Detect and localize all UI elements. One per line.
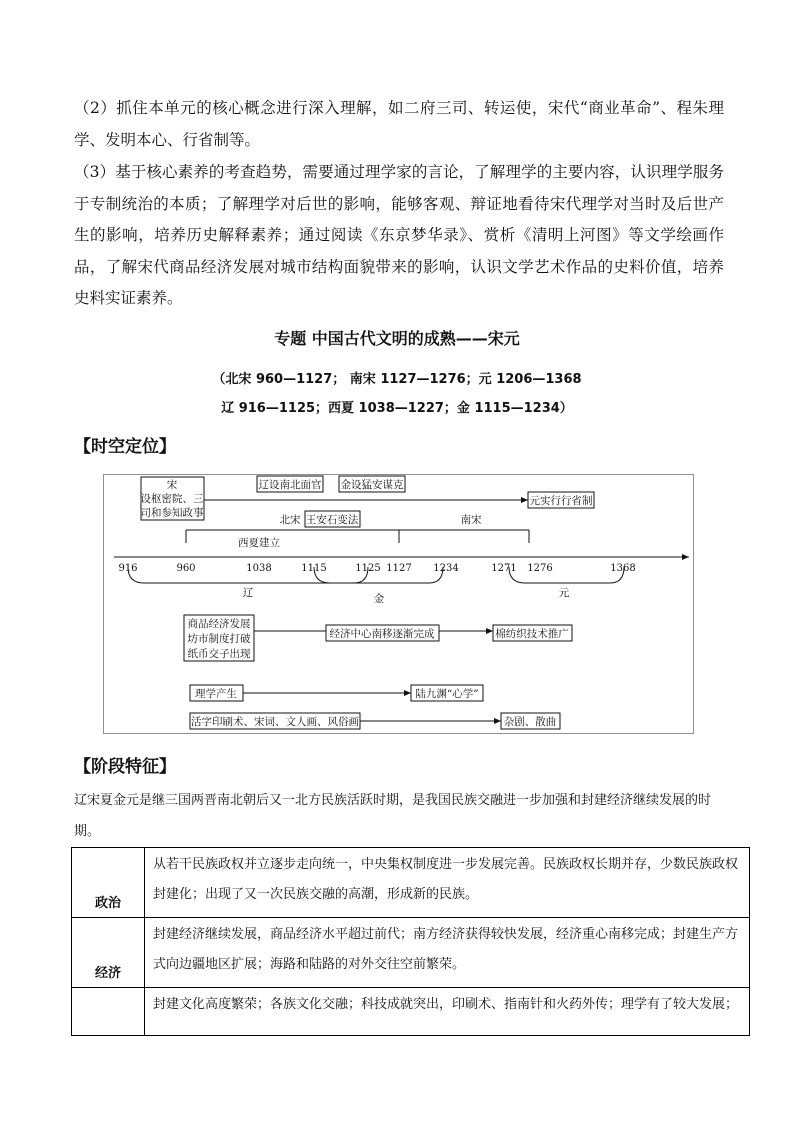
economy-line3: 纸币交子出现: [187, 648, 251, 660]
stage-intro: 辽宋夏金元是继三国两晋南北朝后又一北方民族活跃时期，是我国民族交融进一步加强和封建经济继续发展的时期。: [74, 793, 712, 839]
paragraph-core-literacy: （3）基于核心素养的考查趋势，需要通过理学家的言论，了解理学的主要内容，认识理学服务于专制统治的本质；了解理学对后世的影响，能够客观、辩证地看待宋代理学对当时及后世产生的影响，培养历史解释素养；通过阅读《东京梦华录》、赏析《清明上河图》等文学绘画作品，了解宋代商品经济发展对城市结构面貌带来的影响，认识文学艺术作品的史料价值，培养史料实证素养。: [74, 163, 724, 307]
zaju-label: 杂剧、散曲: [503, 716, 557, 728]
jin-period-label: 金: [373, 593, 385, 605]
wanganshi-label: 王安石变法: [305, 514, 359, 526]
table-row: [72, 918, 750, 988]
jin-box-label: 金设猛安谋克: [340, 479, 404, 491]
year-1276: 1276: [527, 563, 553, 574]
category-cell: [72, 988, 145, 1036]
section-heading-timeline: 【时空定位】: [74, 437, 176, 457]
category-cell: 经济: [72, 918, 145, 988]
year-1115: 1115: [301, 563, 327, 574]
song-box-line3: 司和参知政事: [140, 507, 204, 519]
liao-box-label: 辽设南北面官: [258, 479, 322, 491]
table-row: [72, 988, 750, 1036]
topic-dates-line1: （北宋 960—1127； 南宋 1127—1276；元 1206—1368: [212, 372, 582, 387]
song-box-line2: 设枢密院、三: [140, 493, 204, 505]
timeline-diagram: [103, 474, 694, 734]
topic-dates-line2: 辽 916—1125；西夏 1038—1227；金 1115—1234）: [221, 401, 573, 416]
culture-label: 活字印刷术、宋词、文人画、风俗画: [191, 716, 359, 728]
yuan-period-label: 元: [558, 587, 570, 599]
year-960: 960: [176, 563, 196, 574]
description-cell: 封建经济继续发展，商品经济水平超过前代；南方经济获得较快发展，经济重心南移完成；封建生产方式向边疆地区扩展；海路和陆路的对外交往空前繁荣。: [145, 918, 750, 988]
topic-title: 专题 中国古代文明的成熟——宋元: [274, 329, 520, 348]
xixia-label: 西夏建立: [238, 537, 280, 549]
section-heading-stage: 【阶段特征】: [74, 757, 176, 777]
year-1125: 1125: [355, 563, 381, 574]
yuan-box-label: 元实行行省制: [529, 495, 593, 507]
song-box-line1: 宋: [166, 479, 178, 491]
table-row: [72, 848, 750, 918]
liao-period-label: 辽: [242, 587, 254, 599]
stage-features-table: [71, 847, 750, 1036]
yuan-bracket: [509, 567, 624, 583]
year-1271: 1271: [491, 563, 517, 574]
year-916: 916: [118, 563, 138, 574]
beisong-label: 北宋: [279, 514, 301, 526]
nansong-label: 南宋: [460, 514, 482, 526]
timeline-svg: [104, 475, 693, 733]
economy-line1: 商品经济发展: [187, 618, 251, 630]
description-cell: 封建文化高度繁荣；各族文化交融；科技成就突出，印刷术、指南针和火药外传；理学有了较大发展；: [145, 988, 750, 1036]
paragraph-core-concepts: （2）抓住本单元的核心概念进行深入理解，如二府三司、转运使，宋代“商业革命”、程朱理学、发明本心、行省制等。: [74, 99, 724, 149]
economy-line2: 坊市制度打破: [187, 633, 251, 645]
year-1234: 1234: [433, 563, 459, 574]
cotton-label: 棉纺织技术推广: [495, 628, 569, 640]
year-1368: 1368: [610, 563, 636, 574]
year-1127: 1127: [386, 563, 412, 574]
category-cell: 政治: [72, 848, 145, 918]
description-cell: 从若干民族政权并立逐步走向统一，中央集权制度进一步发展完善。民族政权长期并存，少数民族政权封建化；出现了又一次民族交融的高潮，形成新的民族。: [145, 848, 750, 918]
year-1038: 1038: [246, 563, 272, 574]
economic-center-label: 经济中心南移逐渐完成: [329, 628, 435, 640]
lujiuyuan-label: 陆九渊“心学”: [415, 688, 479, 700]
lixue-label: 理学产生: [195, 688, 237, 700]
